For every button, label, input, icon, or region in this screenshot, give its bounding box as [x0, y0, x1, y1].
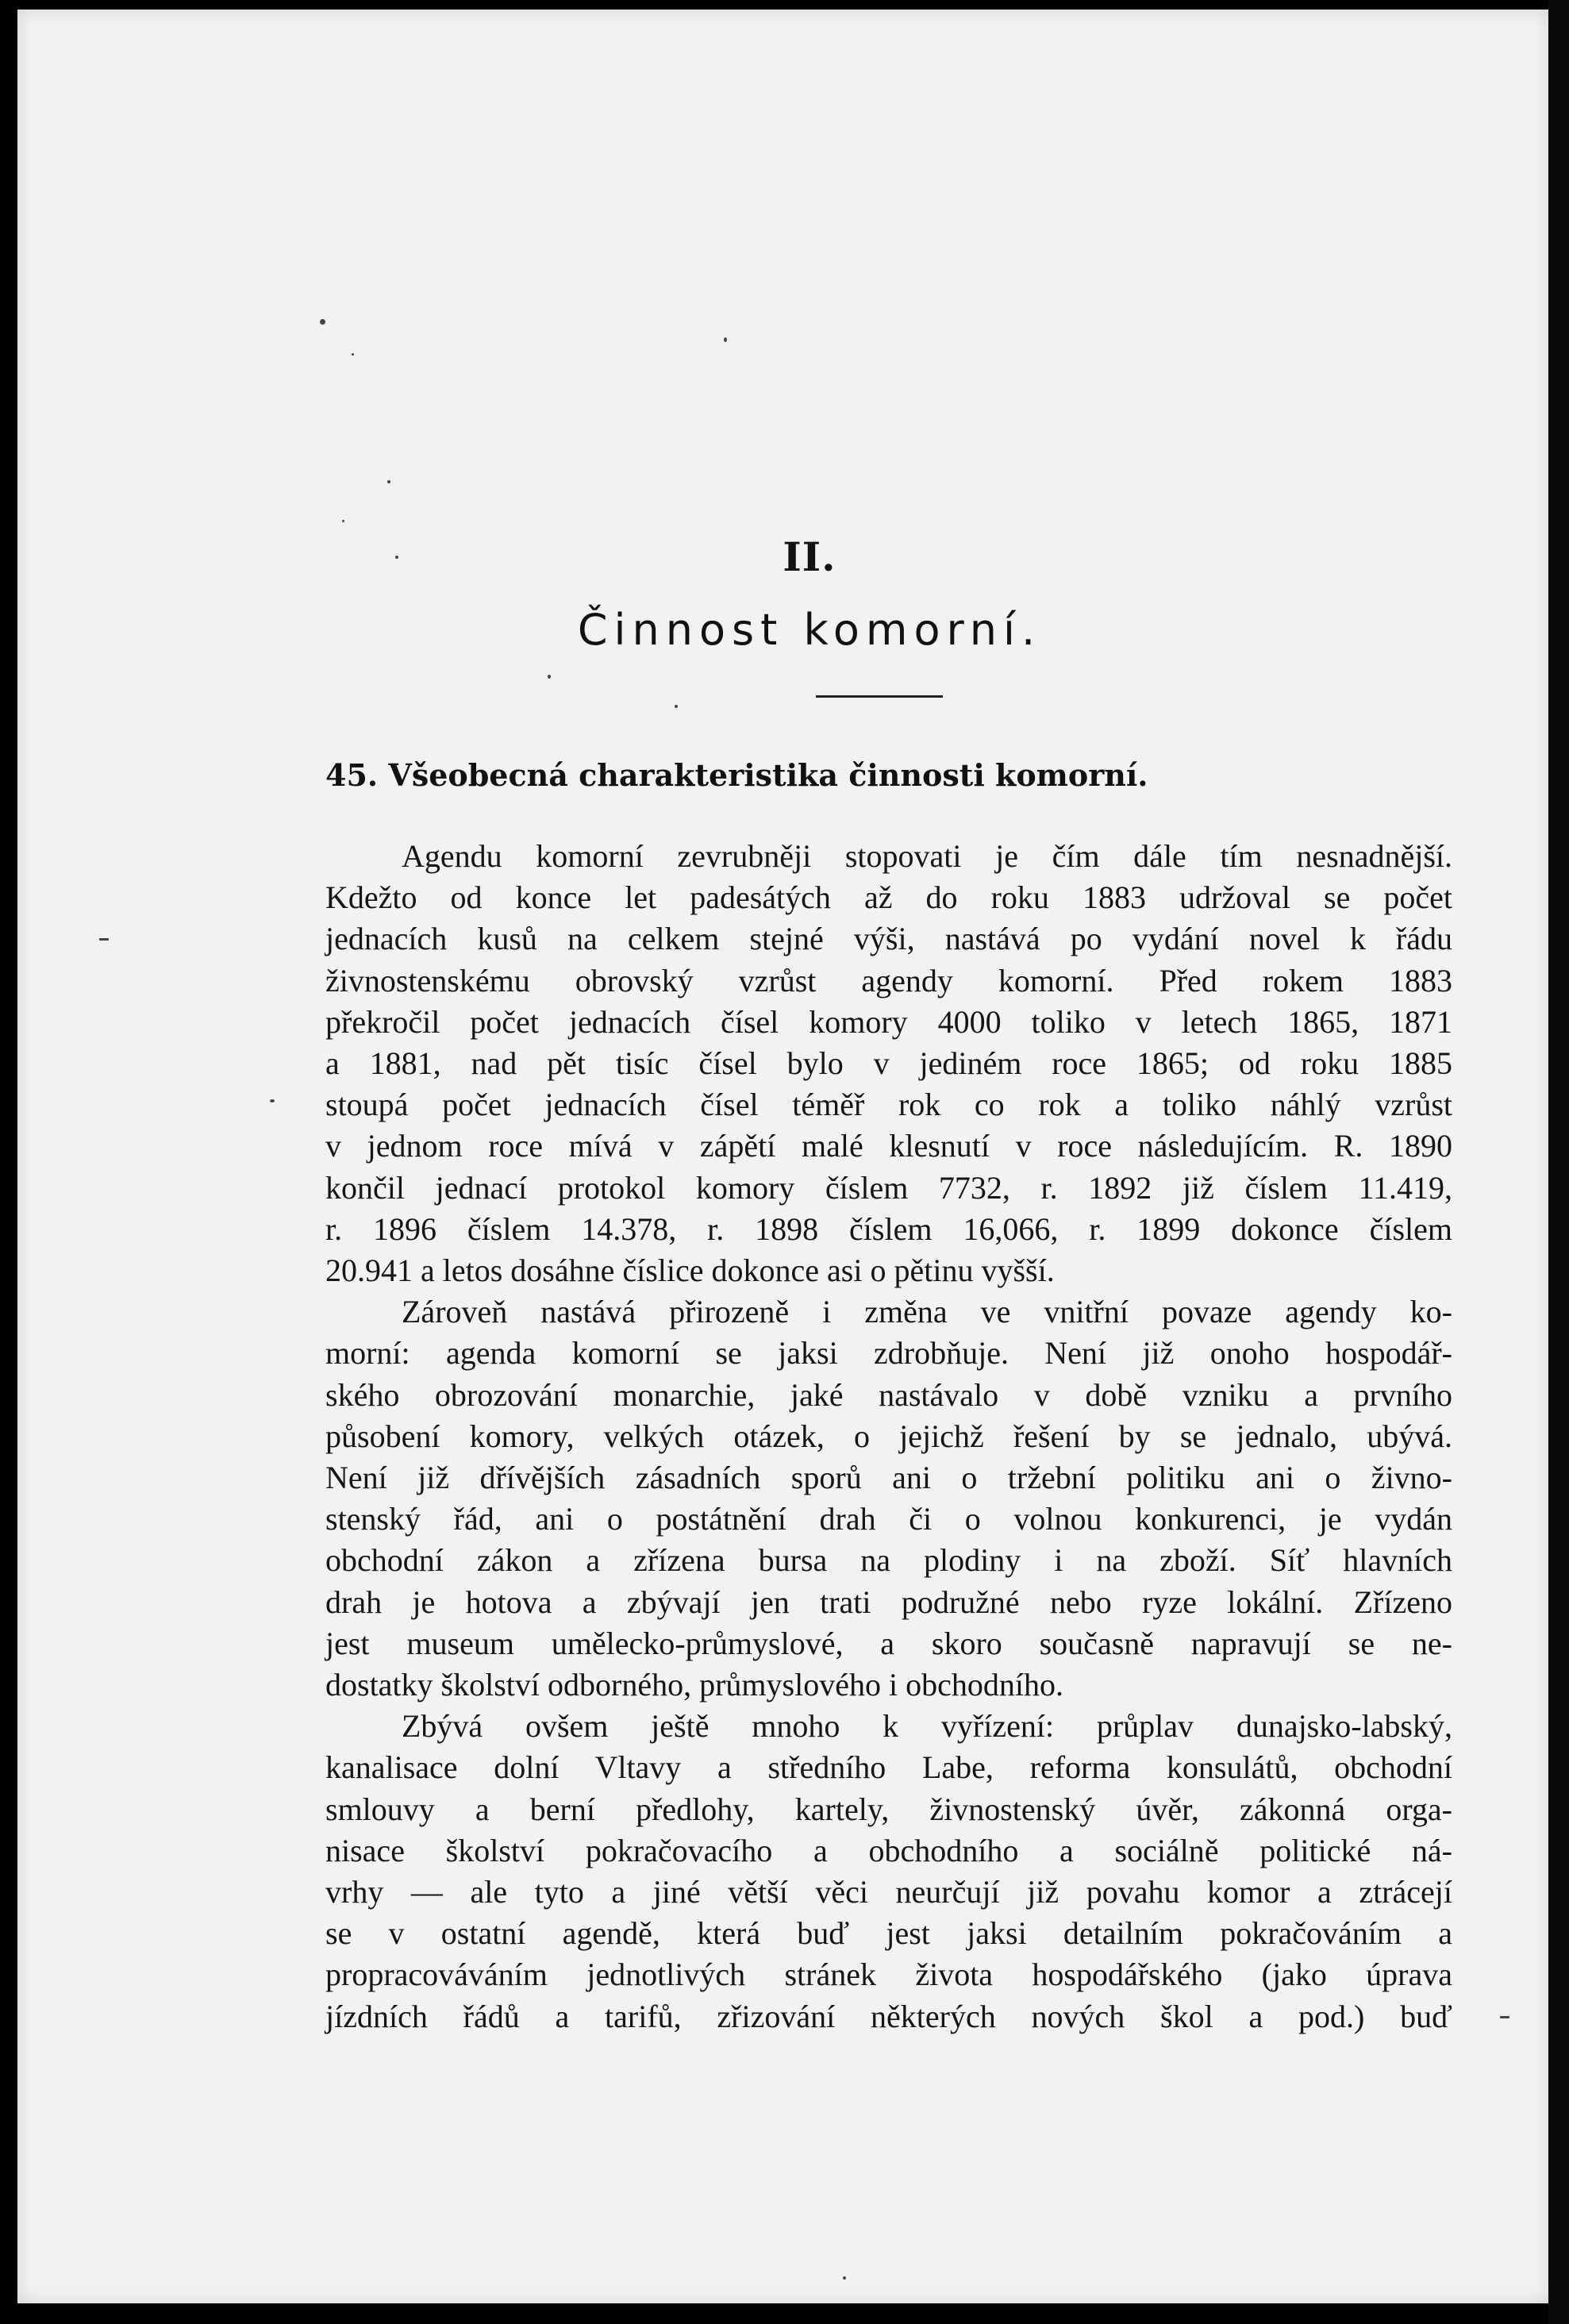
text-line: končil jednací protokol komory číslem 7732, r. 1892 již číslem 11.419, [325, 1169, 1452, 1206]
text-line: a 1881, nad pět tisíc čísel bylo v jediném roce 1865; od roku 1885 [325, 1045, 1452, 1082]
scan-speck [1500, 2016, 1509, 2018]
text-line: živnostenskému obrovský vzrůst agendy komorní. Před rokem 1883 [325, 962, 1452, 998]
scan-speck [352, 353, 354, 356]
text-line: v jednom roce mívá v zápětí malé klesnutí v roce následujícím. R. 1890 [325, 1128, 1452, 1164]
text-line: překročil počet jednacích čísel komory 4000 toliko v letech 1865, 1871 [325, 1003, 1452, 1040]
chapter-number: II. [783, 533, 836, 580]
scan-speck [548, 675, 551, 679]
scan-speck [395, 556, 398, 559]
text-line: Zbývá ovšem ještě mnoho k vyřízení: průplav dunajsko-labský, [402, 1708, 1452, 1745]
text-line: propracováváním jednotlivých stránek života hospodářského (jako úprava [325, 1957, 1452, 1993]
text-line: ského obrozování monarchie, jaké nastávalo v době vzniku a prvního [325, 1376, 1452, 1413]
text-line: jízdních řádů a tarifů, zřizování některých nových škol a pod.) buď [325, 1998, 1452, 2034]
section-heading: 45. Všeobecná charakteristika činnosti komorní. [325, 757, 1148, 793]
scan-speck [270, 1099, 275, 1102]
scan-speck [342, 520, 344, 522]
text-line: r. 1896 číslem 14.378, r. 1898 číslem 16,066, r. 1899 dokonce číslem [325, 1210, 1452, 1247]
text-line: 20.941 a letos dosáhne číslice dokonce asi o pětinu vyšší. [325, 1252, 1055, 1289]
chapter-title: Činnost komorní. [577, 605, 1042, 655]
text-line: kanalisace dolní Vltavy a středního Labe, reforma konsulátů, obchodní [325, 1749, 1452, 1786]
text-line: jednacích kusů na celkem stejné výši, nastává po vydání novel k řádu [325, 921, 1452, 957]
text-line: nisace školství pokračovacího a obchodního a sociálně politické ná- [325, 1832, 1452, 1868]
scan-speck [843, 2276, 846, 2280]
text-line: se v ostatní agendě, která buď jest jaksi detailním pokračováním a [325, 1915, 1452, 1952]
text-line: morní: agenda komorní se jaksi zdrobňuje. Není již onoho hospodář- [325, 1335, 1452, 1372]
text-line: obchodní zákon a zřízena bursa na plodiny i na zboží. Síť hlavních [325, 1542, 1452, 1579]
text-line: Zároveň nastává přirozeně i změna ve vnitřní povaze agendy ko- [402, 1294, 1452, 1330]
scan-speck [320, 319, 325, 325]
title-rule [816, 695, 943, 698]
text-line: jest museum umělecko-průmyslové, a skoro současně napravují se ne- [325, 1625, 1452, 1661]
text-line: smlouvy a berní předlohy, kartely, živnostenský úvěr, zákonná orga- [325, 1791, 1452, 1827]
text-line: drah je hotova a zbývají jen trati podružné nebo ryze lokální. Zřízeno [325, 1583, 1452, 1620]
text-line: vrhy — ale tyto a jiné větší věci neurčují již povahu komor a ztrácejí [325, 1874, 1452, 1910]
scan-speck [675, 705, 678, 708]
text-line: stoupá počet jednacích čísel téměř rok co rok a toliko náhlý vzrůst [325, 1087, 1452, 1123]
scan-speck [387, 480, 390, 483]
text-line: Agendu komorní zevrubněji stopovati je čím dále tím nesnadnější. [402, 838, 1452, 874]
scan-border [1548, 0, 1569, 2324]
text-line: dostatky školství odborného, průmyslového i obchodního. [325, 1667, 1063, 1703]
body-text [325, 836, 1452, 2037]
text-line: stenský řád, ani o postátnění drah či o volnou konkurenci, je vydán [325, 1501, 1452, 1537]
text-line: Kdežto od konce let padesátých až do roku 1883 udržoval se počet [325, 879, 1452, 916]
text-line: působení komory, velkých otázek, o jejichž řešení by se jednalo, ubývá. [325, 1418, 1452, 1454]
scan-speck [99, 938, 109, 941]
text-line: Není již dřívějších zásadních sporů ani o tržební politiku ani o živno- [325, 1460, 1452, 1496]
scan-speck [724, 337, 727, 342]
